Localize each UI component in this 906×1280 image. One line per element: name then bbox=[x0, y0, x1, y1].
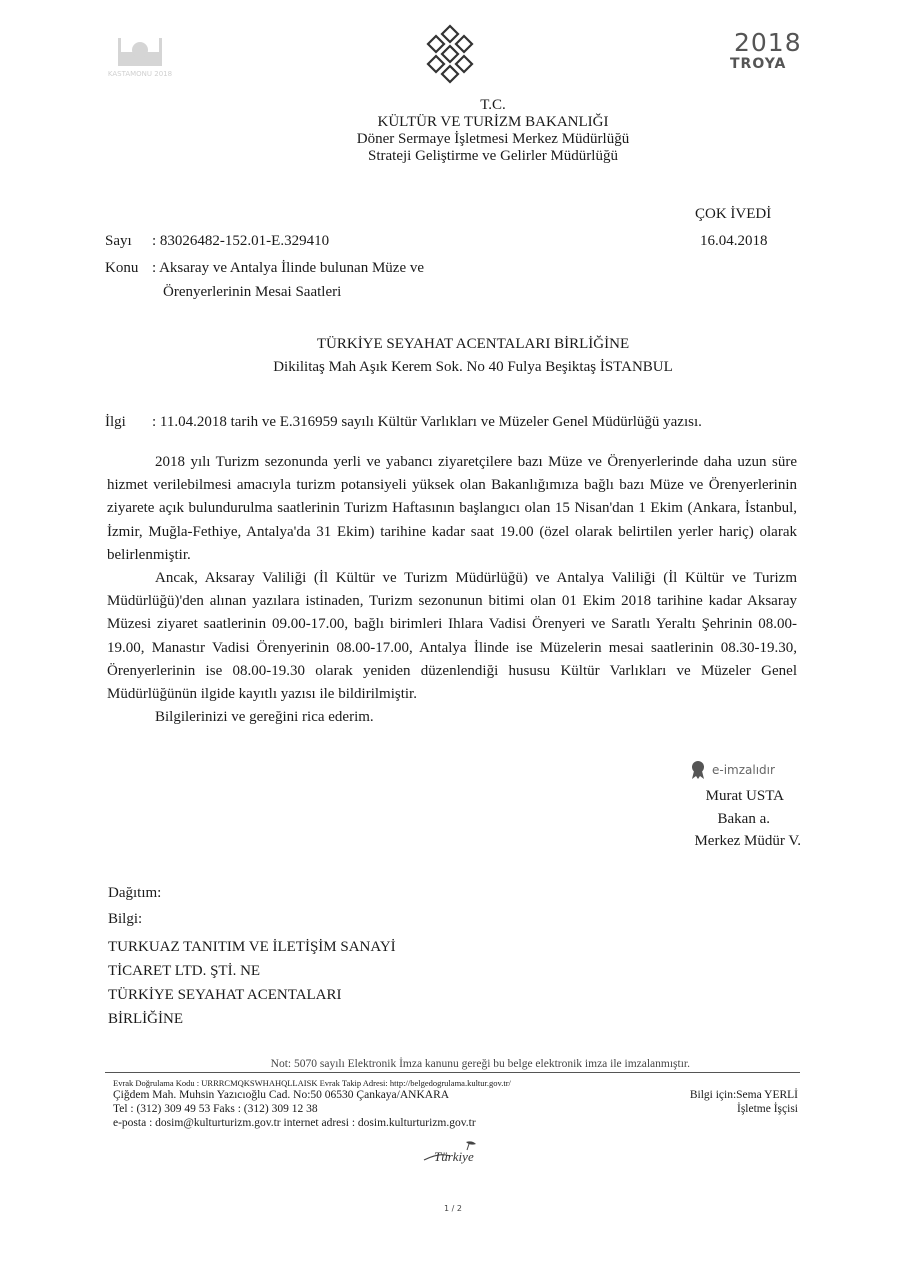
header-ministry: KÜLTÜR VE TURİZM BAKANLIĞI bbox=[377, 114, 609, 130]
ministry-emblem bbox=[422, 22, 478, 84]
header-department: Strateji Geliştirme ve Gelirler Müdürlüğü bbox=[368, 148, 618, 164]
kastamonu-logo bbox=[100, 30, 180, 85]
distribution-line: TURKUAZ TANITIM VE İLETİŞİM SANAYİ bbox=[108, 939, 396, 955]
body-paragraph-1: 2018 yılı Turizm sezonunda yerli ve yabancı ziyaretçilere bazı Müze ve Örenyerlerinde daha uzun süre hizmet verilebilmesi amacıyla turizm potansiyeli yüksek olan Bakanlığımıza bağlı bazı Müze ve Örenyerlerinin ziyarete açık bulundurulma saatlerinin Turizm Haftasının başlangıcı olan 15 Nisan'dan 1 Ekim (Ankara, İstanbul, İzmir, Muğla-Fethiye, Antalya'da 31 Ekim) tarihine kadar saat 19.00 (özel olarak belirtilen yerler hariç) olarak belirlenmiştir. bbox=[107, 454, 797, 563]
sayi-value: : 83026482-152.01-E.329410 bbox=[152, 233, 330, 249]
konu-line1: : Aksaray ve Antalya İlinde bulunan Müze ve bbox=[152, 260, 425, 276]
konu-line2: Örenyerlerinin Mesai Saatleri bbox=[163, 284, 342, 300]
recipient-address: Dikilitaş Mah Aşık Kerem Sok. No 40 Fulya Beşiktaş İSTANBUL bbox=[273, 359, 673, 375]
distribution-label: Dağıtım: bbox=[108, 885, 162, 901]
konu-label: Konu bbox=[105, 260, 139, 276]
page-number: 1 / 2 bbox=[444, 1204, 462, 1213]
distribution-line: TİCARET LTD. ŞTİ. NE bbox=[108, 963, 261, 979]
header-tc: T.C. bbox=[480, 97, 506, 113]
recipient-name: TÜRKİYE SEYAHAT ACENTALARI BİRLİĞİNE bbox=[316, 336, 630, 352]
signer-title-2: Merkez Müdür V. bbox=[694, 833, 801, 849]
bilgi-label: Bilgi: bbox=[108, 911, 143, 927]
footer-divider bbox=[105, 1072, 800, 1073]
footer-address: Çiğdem Mah. Muhsin Yazıcıoğlu Cad. No:50 06530 Çankaya/ANKARA bbox=[113, 1089, 450, 1101]
left-logo-caption: KASTAMONU 2018 bbox=[107, 70, 173, 78]
right-logo-year: 2018 bbox=[734, 28, 802, 57]
distribution-line: TÜRKİYE SEYAHAT ACENTALARI bbox=[108, 987, 342, 1003]
mosque-icon bbox=[100, 30, 180, 70]
ministry-emblem-icon bbox=[422, 22, 478, 84]
signer-name: Murat USTA bbox=[705, 788, 784, 804]
verification-code: Evrak Doğrulama Kodu : URRRCMQKSWHAHQLLAISK Evrak Takip Adresi: http://belgedogrulama.kultur.gov.tr/ bbox=[113, 1078, 511, 1088]
e-signature-label: e-imzalıdır bbox=[712, 763, 775, 777]
troya-2018-logo bbox=[728, 28, 802, 88]
letter-body bbox=[107, 451, 797, 729]
e-signature bbox=[690, 760, 775, 780]
info-contact: Bilgi için:Sema YERLİ bbox=[689, 1089, 798, 1101]
ilgi-label: İlgi bbox=[105, 414, 126, 430]
urgency-label: ÇOK İVEDİ bbox=[695, 206, 772, 222]
right-logo-name: TROYA bbox=[730, 56, 787, 72]
document-date: 16.04.2018 bbox=[700, 233, 768, 249]
signer-title-1: Bakan a. bbox=[717, 811, 770, 827]
distribution-list bbox=[108, 935, 396, 1031]
sayi-label: Sayı bbox=[105, 233, 132, 249]
info-role: İşletme İşçisi bbox=[737, 1103, 798, 1115]
footer-email: e-posta : dosim@kulturturizm.gov.tr internet adresi : dosim.kulturturizm.gov.tr bbox=[113, 1117, 476, 1129]
header-directorate: Döner Sermaye İşletmesi Merkez Müdürlüğü bbox=[356, 131, 630, 147]
body-paragraph-2: Ancak, Aksaray Valiliği (İl Kültür ve Turizm Müdürlüğü) ve Antalya Valiliği (İl Kültür ve Turizm Müdürlüğü)'den alınan yazılara istinaden, Turizm sezonunun bitimi olan 01 Ekim 2018 tarihine kadar Aksaray Müzesi ziyaret saatlerinin 09.00-17.00, bağlı birimleri Ihlara Vadisi Örenyeri ve Saratlı Yeraltı Şehrinin 08.00-19.00, Manastır Vadisi Örenyerinin 08.00-17.00, Antalya İlinde ise Müzelerin mesai saatlerinin 08.30-19.30, Örenyerlerinin ise 08.00-19.30 olarak yeniden düzenlendiği hususu Kültür Varlıkları ve Müzeler Genel Müdürlüğünün ilgide kayıtlı yazısı ile bildirilmiştir. bbox=[107, 570, 797, 703]
brand-logo-text: Türkiye bbox=[434, 1149, 474, 1164]
distribution-line: BİRLİĞİNE bbox=[108, 1011, 183, 1027]
ribbon-seal-icon bbox=[690, 760, 706, 780]
footer-phone: Tel : (312) 309 49 53 Faks : (312) 309 12 38 bbox=[113, 1103, 318, 1115]
footer-esign-note: Not: 5070 sayılı Elektronik İmza kanunu gereği bu belge elektronik imza ile imzalanmıştır. bbox=[270, 1058, 690, 1070]
ilgi-text: : 11.04.2018 tarih ve E.316959 sayılı Kültür Varlıkları ve Müzeler Genel Müdürlüğü yazısı. bbox=[152, 414, 702, 430]
turkiye-brand-logo bbox=[420, 1138, 500, 1168]
body-paragraph-3: Bilgilerinizi ve gereğini rica ederim. bbox=[155, 709, 374, 726]
